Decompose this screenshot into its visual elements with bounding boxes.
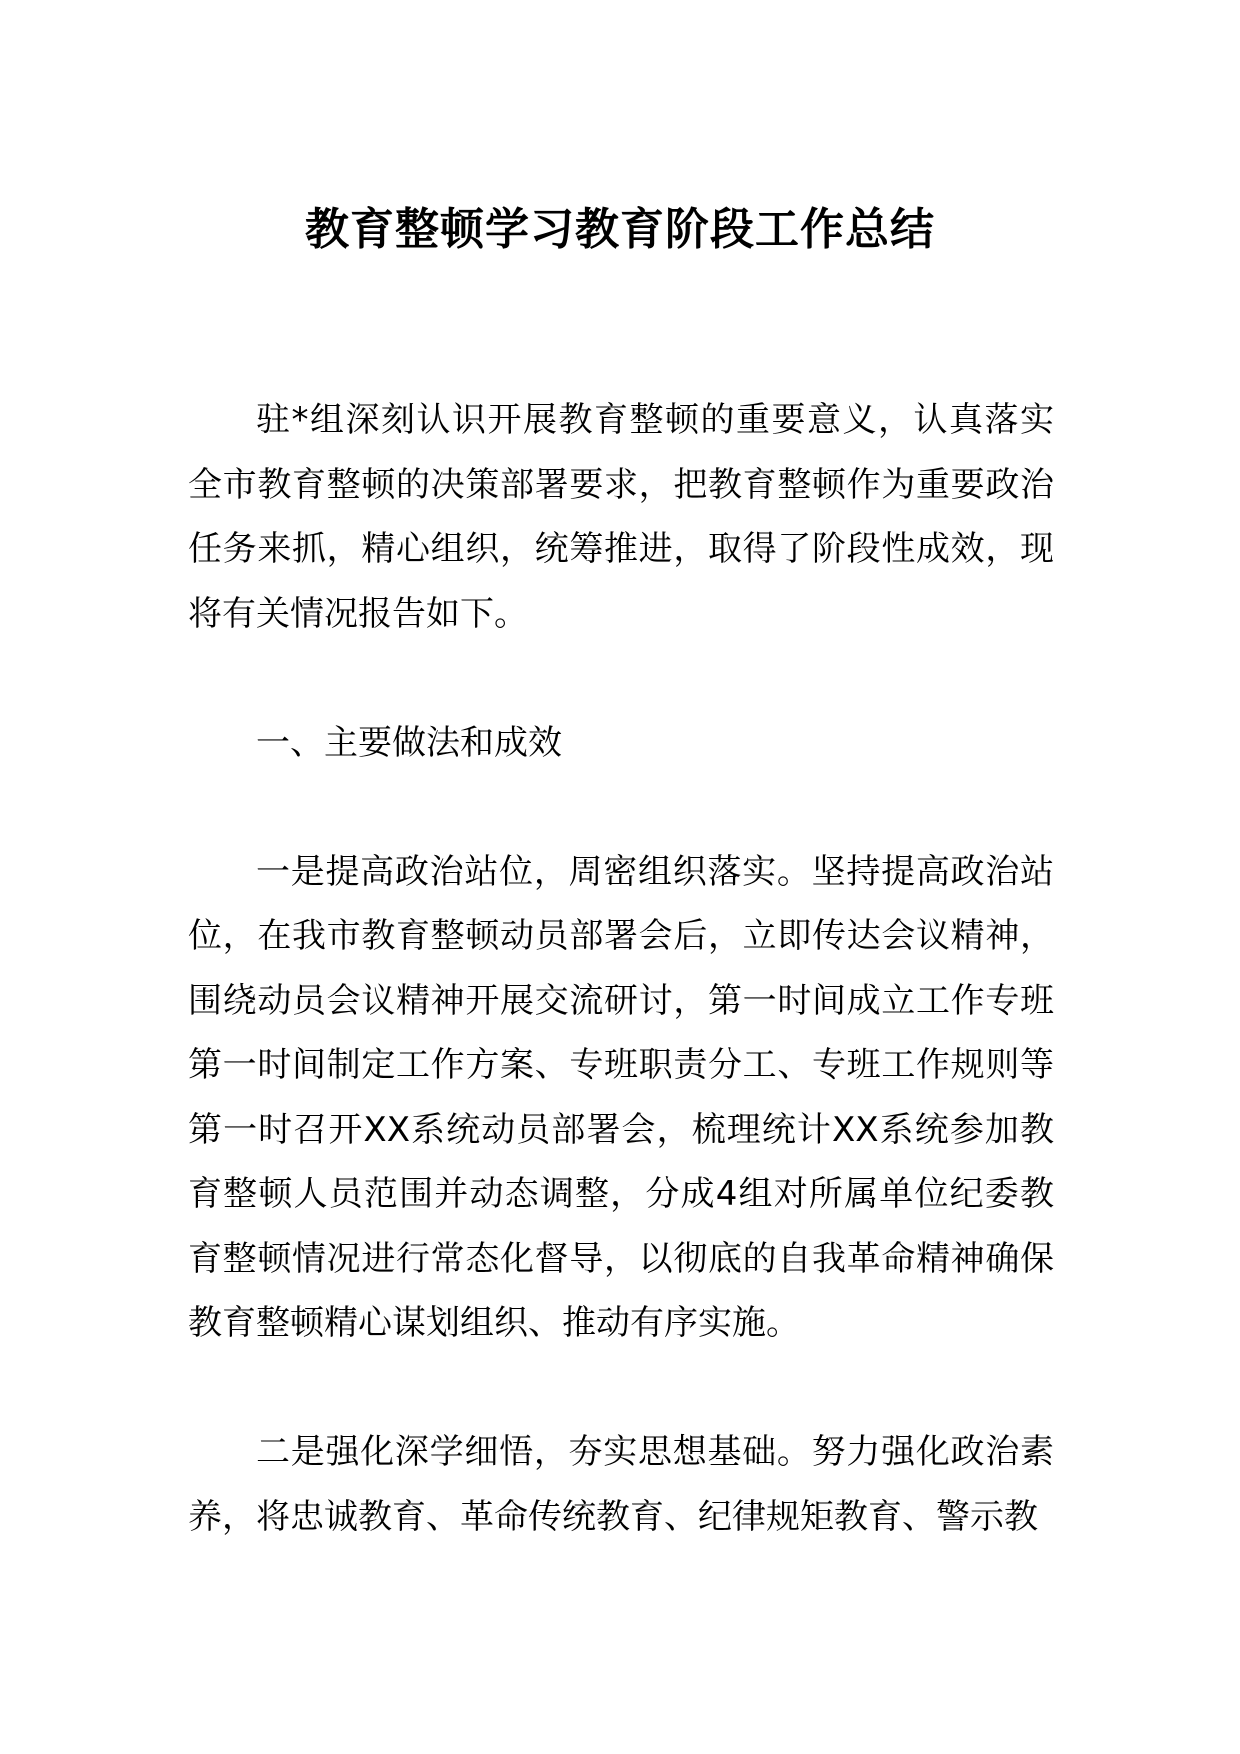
document-body: [188, 388, 1054, 1614]
document-title: 教育整顿学习教育阶段工作总结: [305, 204, 935, 255]
body-paragraph-2: 二是强化深学细悟，夯实思想基础。努力强化政治素养，将忠诚教育、革命传统教育、纪律规矩教育、警示教: [188, 1432, 1054, 1537]
body-paragraph-1: 一是提高政治站位，周密组织落实。坚持提高政治站位，在我市教育整顿动员部署会后，立即传达会议精神，围绕动员会议精神开展交流研讨，第一时间成立工作专班第一时间制定工作方案、专班职责分工、专班工作规则等第一时召开XX系统动员部署会，梳理统计XX系统参加教育整顿人员范围并动态调整，分成4组对所属单位纪委教育整顿情况进行常态化督导，以彻底的自我革命精神确保教育整顿精心谋划组织、推动有序实施。: [188, 851, 1054, 1343]
section-heading: 一、主要做法和成效: [256, 722, 562, 763]
intro-paragraph: 驻*组深刻认识开展教育整顿的重要意义，认真落实全市教育整顿的决策部署要求，把教育整顿作为重要政治任务来抓，精心组织，统筹推进，取得了阶段性成效，现将有关情况报告如下。: [188, 400, 1054, 634]
